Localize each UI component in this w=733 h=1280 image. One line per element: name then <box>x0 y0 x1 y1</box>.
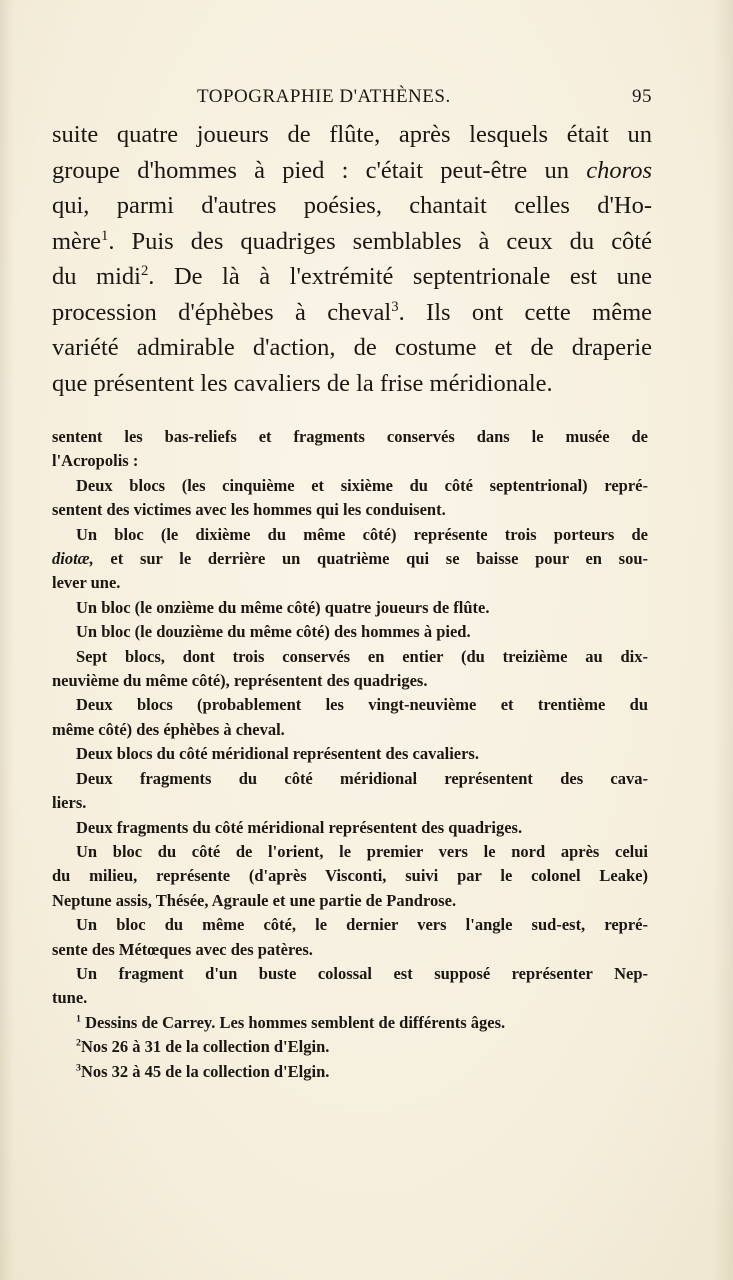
note-line: sentent les bas-reliefs et fragments conservés dans le musée de <box>52 427 648 446</box>
note-line: Deux blocs (probablement les vingt-neuvième et trentième du <box>76 695 648 715</box>
main-line <box>52 295 652 331</box>
footnote-ref: 1 <box>100 227 109 244</box>
main-line-text: . Ils ont cette même <box>398 298 652 326</box>
note-line: Deux fragments du côté méridional représentent des cava- <box>76 768 648 788</box>
main-line-text: . Puis des quadriges semblables à ceux du côté <box>108 227 652 255</box>
note-line: l'Acropolis : <box>52 451 139 471</box>
main-line <box>52 224 652 260</box>
main-line-text: groupe d'hommes à pied : c'était peut-être un <box>52 156 587 184</box>
footnote-ref: 2 <box>140 262 149 279</box>
note-line: neuvième du même côté), représentent des quadriges. <box>52 671 428 691</box>
footnote-mark: 1 <box>76 1013 81 1025</box>
main-text <box>52 117 652 401</box>
italic-word-diotae: diotæ, <box>52 549 94 569</box>
note-line: du milieu, représente (d'après Visconti, suivi par le colonel Leake) <box>52 866 648 886</box>
main-line: que présentent les cavaliers de la frise méridionale. <box>52 369 553 397</box>
note-line: Deux blocs du côté méridional représentent des cavaliers. <box>76 744 479 764</box>
note-line: Un bloc du même côté, le dernier vers l'angle sud-est, repré- <box>76 915 648 935</box>
note-line: Un bloc (le douzième du même côté) des hommes à pied. <box>76 622 471 642</box>
page-edge-shadow <box>713 0 733 1280</box>
running-title: TOPOGRAPHIE D'ATHÈNES. <box>197 86 451 107</box>
note-line: sentent des victimes avec les hommes qui les conduisent. <box>52 500 446 520</box>
note-line: lever une. <box>52 573 121 593</box>
running-header <box>52 86 652 112</box>
italic-word-choros: choros <box>586 156 652 184</box>
page-gutter-shadow <box>0 0 14 1280</box>
note-line: tune. <box>52 988 88 1008</box>
note-line: Un fragment d'un buste colossal est supposé représenter Nep- <box>76 963 648 983</box>
main-line-text: mère <box>52 227 101 255</box>
note-line: Deux fragments du côté méridional représentent des quadriges. <box>76 817 523 837</box>
main-line: suite quatre joueurs de flûte, après lesquels était un <box>52 121 652 148</box>
main-line-text: du midi <box>52 263 141 290</box>
footnote-mark: 2 <box>76 1037 81 1049</box>
note-line: Deux blocs (les cinquième et sixième du côté septentrional) repré- <box>76 475 648 495</box>
footnote-mark: 3 <box>76 1062 81 1074</box>
footnote <box>52 1035 648 1059</box>
main-line: qui, parmi d'autres poésies, chantait celles d'Ho- <box>52 192 652 219</box>
note-line: sente des Métœques avec des patères. <box>52 939 313 959</box>
note-line: Un bloc (le onzième du même côté) quatre joueurs de flûte. <box>76 597 490 617</box>
main-line-text: procession d'éphèbes à cheval <box>52 298 392 326</box>
footnote-ref: 3 <box>391 298 399 315</box>
footnote-text: Nos 32 à 45 de la collection d'Elgin. <box>80 1061 330 1081</box>
note-line: Neptune assis, Thésée, Agraule et une partie de Pandrose. <box>52 890 457 910</box>
footnote <box>52 1011 648 1035</box>
note-line: Un bloc (le dixième du même côté) représente trois porteurs de <box>76 524 648 544</box>
note-line: Un bloc du côté de l'orient, le premier vers le nord après celui <box>76 841 648 861</box>
main-line-text: . De là à l'extrémité septentrionale est une <box>148 263 652 290</box>
main-line: variété admirable d'action, de costume et de draperie <box>52 334 652 361</box>
footnote-text: Dessins de Carrey. Les hommes semblent de différents âges. <box>80 1012 506 1032</box>
note-line <box>52 547 648 571</box>
main-line <box>52 153 652 189</box>
note-line: liers. <box>52 793 87 813</box>
note-line-text: et sur le derrière un quatrième qui se baisse pour en sou- <box>93 549 648 569</box>
page-number: 95 <box>632 86 652 107</box>
footnote-text: Nos 26 à 31 de la collection d'Elgin. <box>80 1037 330 1057</box>
note-line: même côté) des éphèbes à cheval. <box>52 719 285 739</box>
note-line: Sept blocs, dont trois conservés en entier (du treizième au dix- <box>76 646 648 666</box>
footnote <box>52 1060 648 1084</box>
notes-block <box>52 425 648 1084</box>
main-line <box>52 259 652 295</box>
